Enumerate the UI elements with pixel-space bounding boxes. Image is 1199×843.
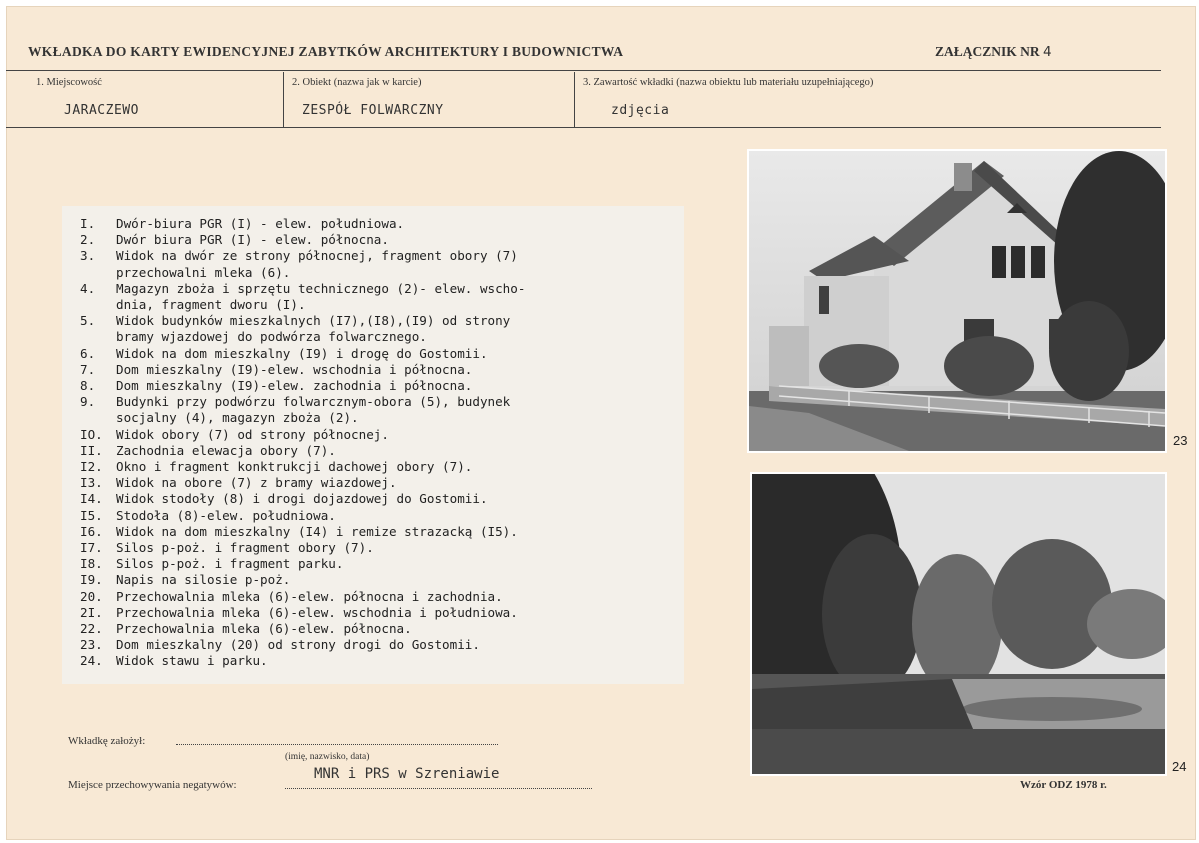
card-title: WKŁADKA DO KARTY EWIDENCYJNEJ ZABYTKÓW ARCHITEKTURY I BUDOWNICTWA bbox=[28, 44, 624, 59]
list-item-number: I5. bbox=[80, 507, 103, 523]
list-item bbox=[80, 589, 684, 605]
header-bottom-rule bbox=[6, 127, 1161, 128]
list-item-number: 20. bbox=[80, 588, 103, 604]
list-item-number: I7. bbox=[80, 540, 103, 556]
list-item-number: 9. bbox=[80, 394, 96, 410]
list-item-number: I4. bbox=[80, 491, 103, 507]
created-by-line bbox=[176, 744, 498, 745]
name-date-hint: (imię, nazwisko, data) bbox=[285, 752, 370, 762]
list-item bbox=[80, 232, 684, 248]
negatives-location-label: Miejsce przechowywania negatywów: bbox=[68, 779, 237, 791]
list-item-text: Silos p-poż. i fragment obory (7). bbox=[116, 540, 374, 556]
list-item-text: Okno i fragment konktrukcji dachowej obory (7). bbox=[116, 459, 473, 475]
list-item-number: 6. bbox=[80, 345, 96, 361]
list-item-number: I. bbox=[80, 216, 96, 231]
list-item bbox=[80, 605, 684, 621]
list-item-number: IO. bbox=[80, 426, 103, 442]
photo-house bbox=[747, 149, 1167, 453]
list-item-number: 4. bbox=[80, 280, 96, 296]
annex-value: 4 bbox=[1043, 44, 1052, 60]
list-item bbox=[80, 346, 684, 362]
list-item bbox=[80, 637, 684, 653]
form-model: Wzór ODZ 1978 r. bbox=[1020, 779, 1107, 791]
list-item-number: 8. bbox=[80, 378, 96, 394]
list-item bbox=[80, 621, 684, 637]
photo-number-23: 23 bbox=[1173, 433, 1188, 448]
negatives-location-value: MNR i PRS w Szreniawie bbox=[314, 766, 500, 782]
list-item bbox=[80, 394, 684, 426]
negatives-location-line bbox=[285, 788, 592, 789]
list-item-text: Dwór-biura PGR (I) - elew. południowa. bbox=[116, 216, 405, 231]
object-label: 2. Obiekt (nazwa jak w karcie) bbox=[292, 77, 422, 88]
list-item-number: I6. bbox=[80, 523, 103, 539]
object-value: ZESPÓŁ FOLWARCZNY bbox=[302, 103, 444, 118]
list-item-number: 5. bbox=[80, 313, 96, 329]
list-item-number: 22. bbox=[80, 621, 103, 637]
list-item-number: 3. bbox=[80, 248, 96, 264]
list-item bbox=[80, 443, 684, 459]
list-item bbox=[80, 572, 684, 588]
list-item bbox=[80, 540, 684, 556]
list-item bbox=[80, 653, 684, 669]
list-item-text: Dom mieszkalny (I9)-elew. zachodnia i północna. bbox=[116, 378, 473, 394]
header-top-rule bbox=[6, 70, 1161, 71]
list-item bbox=[80, 362, 684, 378]
list-item bbox=[80, 508, 684, 524]
list-item bbox=[80, 427, 684, 443]
list-item bbox=[80, 524, 684, 540]
list-item-text: Widok stawu i parku. bbox=[116, 653, 268, 669]
list-item-text: Przechowalnia mleka (6)-elew. północna i zachodnia. bbox=[116, 588, 503, 604]
list-item-text: Budynki przy podwórzu folwarcznym-obora (5), budynek socjalny (4), magazyn zboża (2). bbox=[116, 394, 511, 426]
list-item bbox=[80, 459, 684, 475]
annex-label: ZAŁĄCZNIK NR bbox=[935, 44, 1040, 59]
list-item-number: 23. bbox=[80, 637, 103, 653]
locality-value: JARACZEWO bbox=[64, 103, 139, 118]
list-item-text: Widok na dom mieszkalny (I4) i remize strazacką (I5). bbox=[116, 523, 518, 539]
list-item-text: Napis na silosie p-poż. bbox=[116, 572, 291, 588]
list-item-text: Widok na obore (7) z bramy wiazdowej. bbox=[116, 475, 397, 491]
list-item-text: Przechowalnia mleka (6)-elew. wschodnia i południowa. bbox=[116, 604, 518, 620]
field-divider-2 bbox=[574, 72, 575, 127]
list-item-number: 7. bbox=[80, 361, 96, 377]
list-item-number: I8. bbox=[80, 556, 103, 572]
list-item-number: I3. bbox=[80, 475, 103, 491]
list-item bbox=[80, 313, 684, 345]
list-item-text: Dom mieszkalny (I9)-elew. wschodnia i północna. bbox=[116, 361, 473, 377]
photo-list-slip bbox=[62, 206, 684, 684]
photo-pond bbox=[750, 472, 1167, 776]
list-item bbox=[80, 378, 684, 394]
content-label: 3. Zawartość wkładki (nazwa obiektu lub materiału uzupełniającego) bbox=[583, 77, 874, 88]
list-item-text: Widok obory (7) od strony północnej. bbox=[116, 426, 389, 442]
list-item-text: Zachodnia elewacja obory (7). bbox=[116, 442, 336, 458]
list-item-text: Widok stodoły (8) i drogi dojazdowej do Gostomii. bbox=[116, 491, 488, 507]
list-item-number: I2. bbox=[80, 459, 103, 475]
content-value: zdjęcia bbox=[611, 103, 670, 118]
annex-number bbox=[935, 44, 1052, 60]
list-item-number: II. bbox=[80, 442, 103, 458]
list-item-number: I9. bbox=[80, 572, 103, 588]
list-item-text: Silos p-poż. i fragment parku. bbox=[116, 556, 344, 572]
list-item-text: Dwór biura PGR (I) - elew. północna. bbox=[116, 232, 389, 248]
list-item-text: Magazyn zboża i sprzętu technicznego (2)- elew. wscho- dnia, fragment dworu (I). bbox=[116, 280, 526, 313]
list-item-text: Stodoła (8)-elew. południowa. bbox=[116, 507, 336, 523]
locality-label: 1. Miejscowość bbox=[36, 77, 102, 88]
photo-list bbox=[62, 206, 684, 670]
pond-photo-image bbox=[752, 474, 1165, 774]
list-item bbox=[80, 556, 684, 572]
field-divider-1 bbox=[283, 72, 284, 127]
list-item bbox=[80, 491, 684, 507]
photo-number-24: 24 bbox=[1172, 759, 1187, 774]
list-item-number: 2. bbox=[80, 232, 96, 248]
list-item-text: Widok budynków mieszkalnych (I7),(I8),(I9) od strony bramy wjazdowej do podwórza folwarcznego. bbox=[116, 313, 511, 345]
list-item-text: Przechowalnia mleka (6)-elew. północna. bbox=[116, 621, 412, 637]
list-item-text: Widok na dom mieszkalny (I9) i drogę do Gostomii. bbox=[116, 345, 488, 361]
created-by-label: Wkładkę założył: bbox=[68, 735, 146, 747]
house-photo-image bbox=[749, 151, 1165, 451]
list-item-number: 24. bbox=[80, 653, 103, 669]
list-item bbox=[80, 216, 684, 232]
list-item-text: Dom mieszkalny (20) od strony drogi do Gostomii. bbox=[116, 637, 480, 653]
list-item-text: Widok na dwór ze strony północnej, fragment obory (7) przechowalni mleka (6). bbox=[116, 248, 518, 280]
list-item-number: 2I. bbox=[80, 604, 103, 620]
list-item bbox=[80, 281, 684, 313]
list-item bbox=[80, 248, 684, 280]
list-item bbox=[80, 475, 684, 491]
